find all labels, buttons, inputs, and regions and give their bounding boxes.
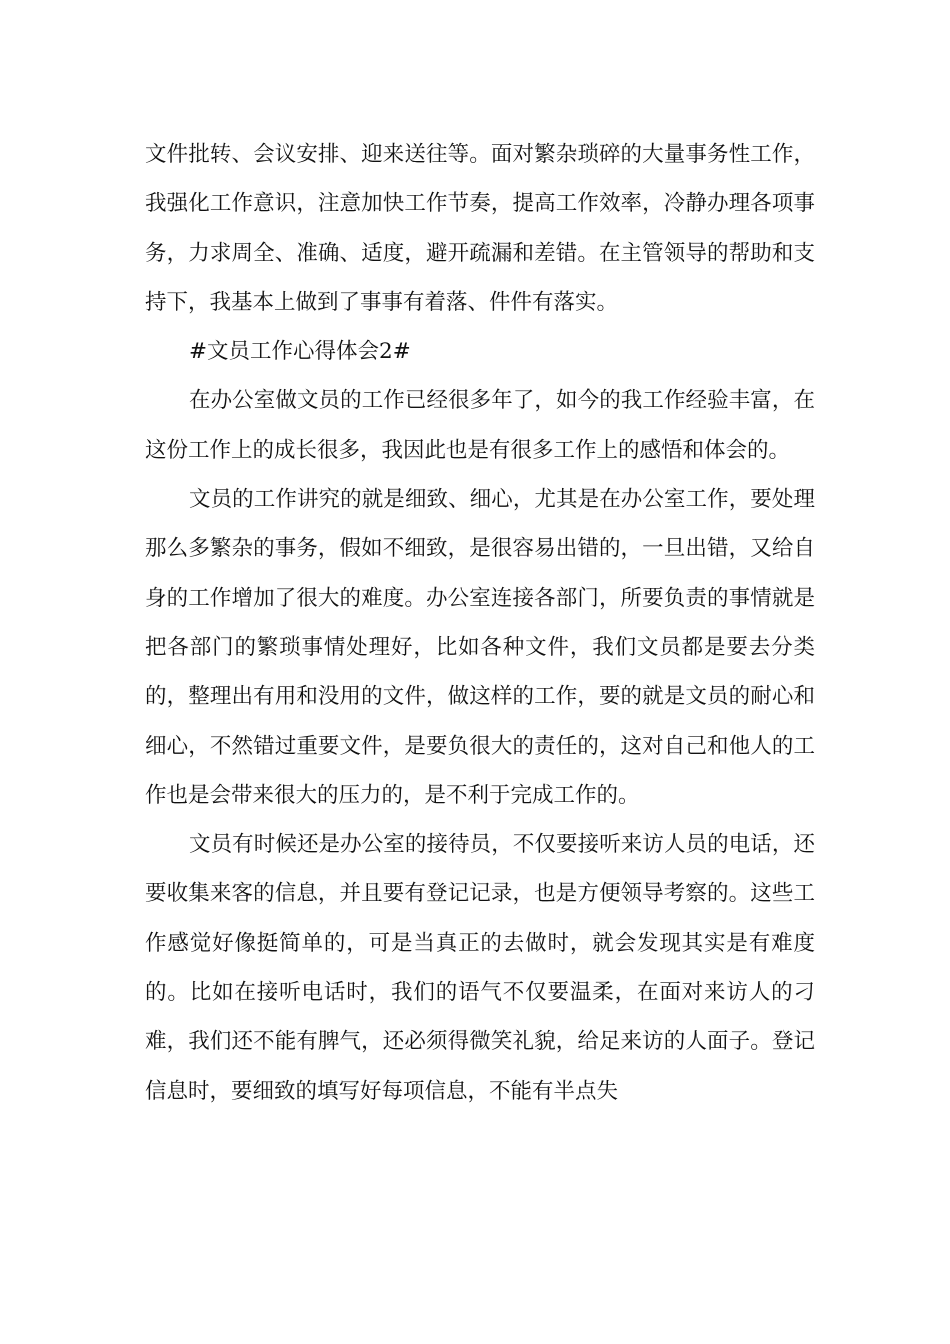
paragraph-intro: 在办公室做文员的工作已经很多年了，如今的我工作经验丰富，在这份工作上的成长很多，我因此也是有很多工作上的感悟和体会的。 [145, 388, 815, 463]
section-heading: #文员工作心得体会2# [189, 339, 411, 365]
paragraph-detail: 文员的工作讲究的就是细致、细心，尤其是在办公室工作，要处理那么多繁杂的事务，假如不细致，是很容易出错的，一旦出错，又给自身的工作增加了很大的难度。办公室连接各部门，所要负责的事情就是把各部门的繁琐事情处理好，比如各种文件，我们文员都是要去分类的，整理出有用和没用的文件，做这样的工作，要的就是文员的耐心和细心，不然错过重要文件，是要负很大的责任的，这对自己和他人的工作也是会带来很大的压力的，是不利于完成工作的。 [145, 487, 815, 808]
paragraph-continued: 文件批转、会议安排、迎来送往等。面对繁杂琐碎的大量事务性工作，我强化工作意识，注意加快工作节奏，提高工作效率，冷静办理各项事务，力求周全、准确、适度，避开疏漏和差错。在主管领导的帮助和支持下，我基本上做到了事事有着落、件件有落实。 [145, 142, 815, 315]
document-body [145, 130, 815, 1116]
paragraph-reception: 文员有时候还是办公室的接待员，不仅要接听来访人员的电话，还要收集来客的信息，并且要有登记记录，也是方便领导考察的。这些工作感觉好像挺简单的，可是当真正的去做时，就会发现其实是有难度的。比如在接听电话时，我们的语气不仅要温柔，在面对来访人的刁难，我们还不能有脾气，还必须得微笑礼貌，给足来访的人面子。登记信息时，要细致的填写好每项信息，不能有半点失 [145, 832, 815, 1104]
